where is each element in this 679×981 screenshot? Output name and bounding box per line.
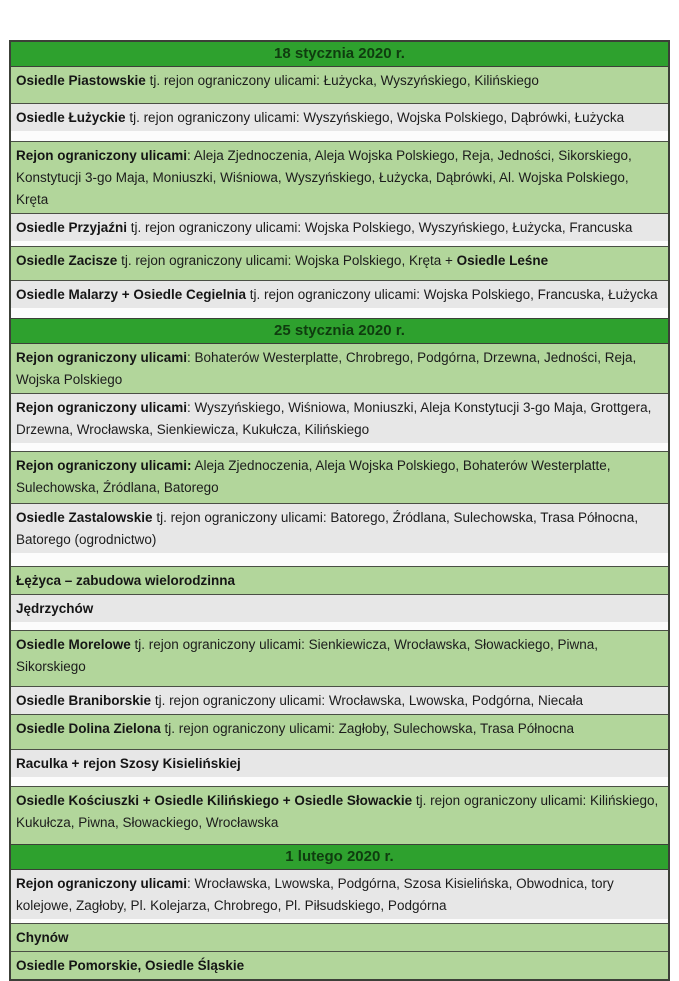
row-paragraph [11, 750, 668, 777]
row-paragraph [11, 715, 668, 742]
table-row [11, 103, 668, 141]
area-name: Rejon ograniczony ulicami [16, 350, 188, 365]
table-row [11, 280, 668, 318]
area-name: Osiedle Przyjaźni [16, 220, 128, 235]
row-paragraph [11, 924, 668, 951]
area-name: Osiedle Dolina Zielona [16, 721, 161, 736]
row-paragraph [11, 452, 668, 501]
area-description: : Wyszyńskiego, Wiśniowa, Moniuszki, Aleja Konstytucji 3-go Maja, Grottgera, Drzewna, Wrocławska, Sienkiewicza, Kukułcza, Kilińskiego [16, 400, 652, 437]
row-paragraph [11, 142, 668, 213]
row-paragraph [11, 631, 668, 680]
area-description: tj. rejon ograniczony ulicami: Wrocławska, Lwowska, Podgórna, Niecała [151, 693, 584, 708]
table-row [11, 786, 668, 844]
area-description: tj. rejon ograniczony ulicami: Batorego, Źródlana, Sulechowska, Trasa Północna, Batorego (ogrodnictwo) [16, 510, 639, 547]
table-row [11, 923, 668, 951]
table-row [11, 246, 668, 280]
row-paragraph [11, 67, 668, 94]
area-description: tj. rejon ograniczony ulicami: Wyszyńskiego, Wojska Polskiego, Dąbrówki, Łużycka [125, 110, 625, 125]
area-name: Rejon ograniczony ulicami: [16, 458, 192, 473]
area-name: Rejon ograniczony ulicami [16, 400, 188, 415]
row-paragraph [11, 281, 668, 308]
area-name: Osiedle Łużyckie [16, 110, 126, 125]
area-description: tj. rejon ograniczony ulicami: Wojska Polskiego, Kręta + [117, 253, 457, 268]
area-name: Rejon ograniczony ulicami [16, 876, 188, 891]
area-description: tj. rejon ograniczony ulicami: Zagłoby, Sulechowska, Trasa Północna [160, 721, 575, 736]
table-row [11, 630, 668, 686]
area-name: Osiedle Morelowe [16, 637, 131, 652]
area-description: tj. rejon ograniczony ulicami: Łużycka, Wyszyńskiego, Kilińskiego [145, 73, 539, 88]
area-name: Osiedle Pomorskie, Osiedle Śląskie [16, 958, 245, 973]
row-paragraph [11, 952, 668, 979]
table-row [11, 141, 668, 213]
area-name: Osiedle Leśne [456, 253, 549, 268]
area-description: : Aleja Zjednoczenia, Aleja Wojska Polskiego, Reja, Jedności, Sikorskiego, Konstytucji 3-go Maja, Moniuszki, Wiśniowa, Wyszyńskiego, Łużycka, Dąbrówki, Al. Wojska Polskiego, Kręta [16, 148, 632, 207]
row-paragraph [11, 567, 668, 594]
date-header: 18 stycznia 2020 r. [11, 42, 668, 67]
table-row [11, 870, 668, 923]
area-name: Osiedle Kościuszki + Osiedle Kilińskiego + Osiedle Słowackie [16, 793, 413, 808]
area-name: Raculka + rejon Szosy Kisielińskiej [16, 756, 241, 771]
collection-schedule-table [9, 40, 670, 981]
area-description: tj. rejon ograniczony ulicami: Kilińskiego, Kukułcza, Piwna, Słowackiego, Wrocławska [16, 793, 659, 830]
table-row [11, 393, 668, 451]
row-paragraph [11, 504, 668, 553]
area-name: Osiedle Zacisze [16, 253, 118, 268]
area-description: tj. rejon ograniczony ulicami: Wojska Polskiego, Wyszyńskiego, Łużycka, Francuska [127, 220, 633, 235]
row-paragraph [11, 687, 668, 714]
date-header: 1 lutego 2020 r. [11, 844, 668, 870]
row-paragraph [11, 870, 668, 919]
row-paragraph [11, 344, 668, 393]
area-description: : Bohaterów Westerplatte, Chrobrego, Podgórna, Drzewna, Jedności, Reja, Wojska Polskiego [16, 350, 637, 387]
area-name: Rejon ograniczony ulicami [16, 148, 188, 163]
table-row [11, 714, 668, 749]
table-row [11, 344, 668, 393]
table-row [11, 594, 668, 630]
area-name: Osiedle Malarzy + Osiedle Cegielnia [16, 287, 246, 302]
row-paragraph [11, 247, 668, 274]
row-paragraph [11, 394, 668, 443]
table-row [11, 213, 668, 246]
area-name: Osiedle Piastowskie [16, 73, 146, 88]
area-name: Chynów [16, 930, 69, 945]
date-header: 25 stycznia 2020 r. [11, 318, 668, 344]
area-name: Łężyca – zabudowa wielorodzinna [16, 573, 236, 588]
row-paragraph [11, 787, 668, 836]
table-row [11, 67, 668, 103]
row-paragraph [11, 595, 668, 622]
row-paragraph [11, 104, 668, 131]
table-row [11, 503, 668, 566]
table-row [11, 951, 668, 979]
area-name: Jędrzychów [16, 601, 94, 616]
area-description: tj. rejon ograniczony ulicami: Sienkiewicza, Wrocławska, Słowackiego, Piwna, Sikorskiego [16, 637, 598, 674]
table-row [11, 686, 668, 714]
row-paragraph [11, 214, 668, 241]
area-description: : Wrocławska, Lwowska, Podgórna, Szosa Kisielińska, Obwodnica, tory kolejowe, Zagłoby, Pl. Kolejarza, Chrobrego, Pl. Piłsudskiego, Podgórna [16, 876, 614, 913]
table-row [11, 451, 668, 503]
table-row [11, 749, 668, 786]
area-description: tj. rejon ograniczony ulicami: Wojska Polskiego, Francuska, Łużycka [245, 287, 658, 302]
area-description: Aleja Zjednoczenia, Aleja Wojska Polskiego, Bohaterów Westerplatte, Sulechowska, Źródlana, Batorego [16, 458, 611, 495]
area-name: Osiedle Zastalowskie [16, 510, 153, 525]
table-row [11, 566, 668, 594]
area-name: Osiedle Braniborskie [16, 693, 152, 708]
